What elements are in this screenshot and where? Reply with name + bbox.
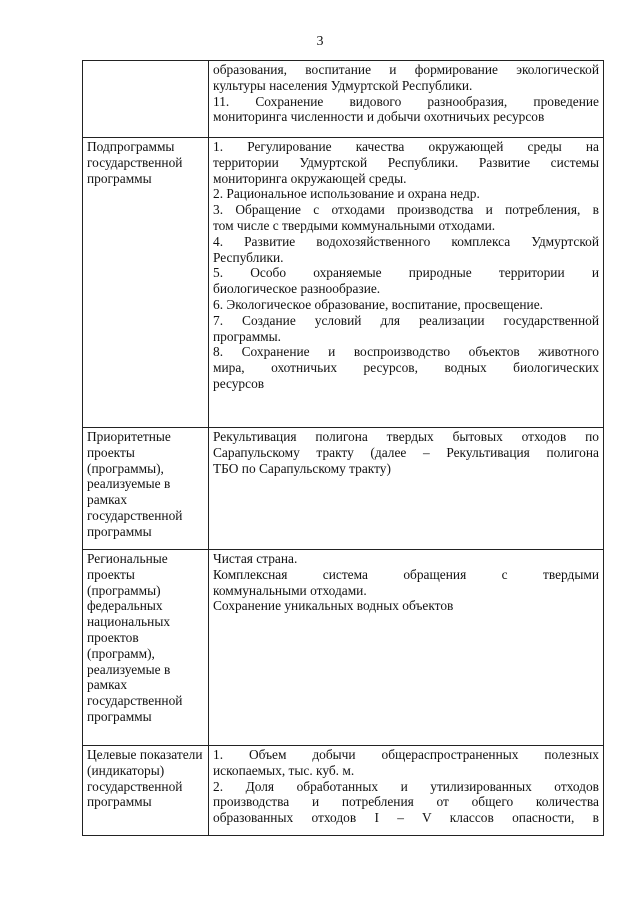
label-cell: Целевые показатели (индикаторы) государственной программы: [83, 746, 209, 836]
content-line: мира, охотничьих ресурсов, водных биологических: [213, 360, 599, 376]
content-line: мониторинга численности и добычи охотничьих ресурсов: [213, 109, 545, 125]
content-line: 3. Обращение с отходами производства и потребления, в: [213, 202, 599, 218]
content-line: том числе с твердыми коммунальными отходами.: [213, 217, 496, 233]
row-target-indicators: [83, 746, 604, 836]
content-line: 1. Объем добычи общераспространенных полезных: [213, 747, 599, 762]
content-line: ресурсов: [213, 375, 265, 391]
label-cell: Региональные проекты (программы) федеральных национальных проектов (программ), реализуемые в рамках государственной программы: [83, 550, 209, 746]
content-line: Комплексная система обращения с твердыми: [213, 566, 599, 582]
content-line: Рекультивация полигона твердых бытовых отходов по: [213, 429, 599, 444]
content-line: 11. Сохранение видового разнообразия, проведение: [213, 93, 599, 109]
content-line: 2. Доля обработанных и утилизированных отходов: [213, 778, 599, 794]
label-cell: Приоритетные проекты (программы), реализуемые в рамках государственной программы: [83, 428, 209, 550]
content-cell: [209, 746, 604, 836]
content-line: биологическое разнообразие.: [213, 281, 381, 297]
content-line: 2. Рациональное использование и охрана недр.: [213, 186, 480, 202]
content-line: 7. Создание условий для реализации государственной: [213, 312, 599, 328]
content-line: программы.: [213, 328, 281, 344]
row-continuation: [83, 61, 604, 138]
content-line: Чистая страна.: [213, 551, 298, 566]
page-number: 3: [316, 34, 324, 49]
content-line: производства и потребления от общего количества: [213, 794, 599, 810]
content-line: Республики.: [213, 249, 284, 265]
row-subprograms: [83, 138, 604, 428]
program-passport-table: [82, 60, 604, 836]
content-line: образования, воспитание и формирование экологической: [213, 62, 599, 77]
content-cell: [209, 550, 604, 746]
content-line: коммунальными отходами.: [213, 582, 367, 598]
content-line: 6. Экологическое образование, воспитание, просвещение.: [213, 296, 544, 312]
content-line: мониторинга окружающей среды.: [213, 170, 407, 186]
content-line: образованных отходов I – V классов опасности, в: [213, 810, 599, 826]
row-priority-projects: [83, 428, 604, 550]
content-cell: [209, 138, 604, 428]
content-line: 1. Регулирование качества окружающей среды на: [213, 139, 599, 154]
content-line: 8. Сохранение и воспроизводство объектов животного: [213, 344, 599, 360]
content-line: территории Удмуртской Республики. Развитие системы: [213, 154, 599, 170]
content-line: Сарапульскому тракту (далее – Рекультивация полигона: [213, 444, 599, 460]
content-line: культуры населения Удмуртской Республики.: [213, 77, 473, 93]
content-line: 4. Развитие водохозяйственного комплекса Удмуртской: [213, 233, 599, 249]
row-regional-projects: [83, 550, 604, 746]
label-cell: Подпрограммы государственной программы: [83, 138, 209, 428]
label-cell: [83, 61, 209, 138]
content-cell: [209, 61, 604, 138]
content-line: ископаемых, тыс. куб. м.: [213, 762, 355, 778]
content-line: ТБО по Сарапульскому тракту): [213, 460, 391, 476]
content-cell: [209, 428, 604, 550]
content-line: 5. Особо охраняемые природные территории и: [213, 265, 599, 281]
content-line: Сохранение уникальных водных объектов: [213, 598, 454, 614]
